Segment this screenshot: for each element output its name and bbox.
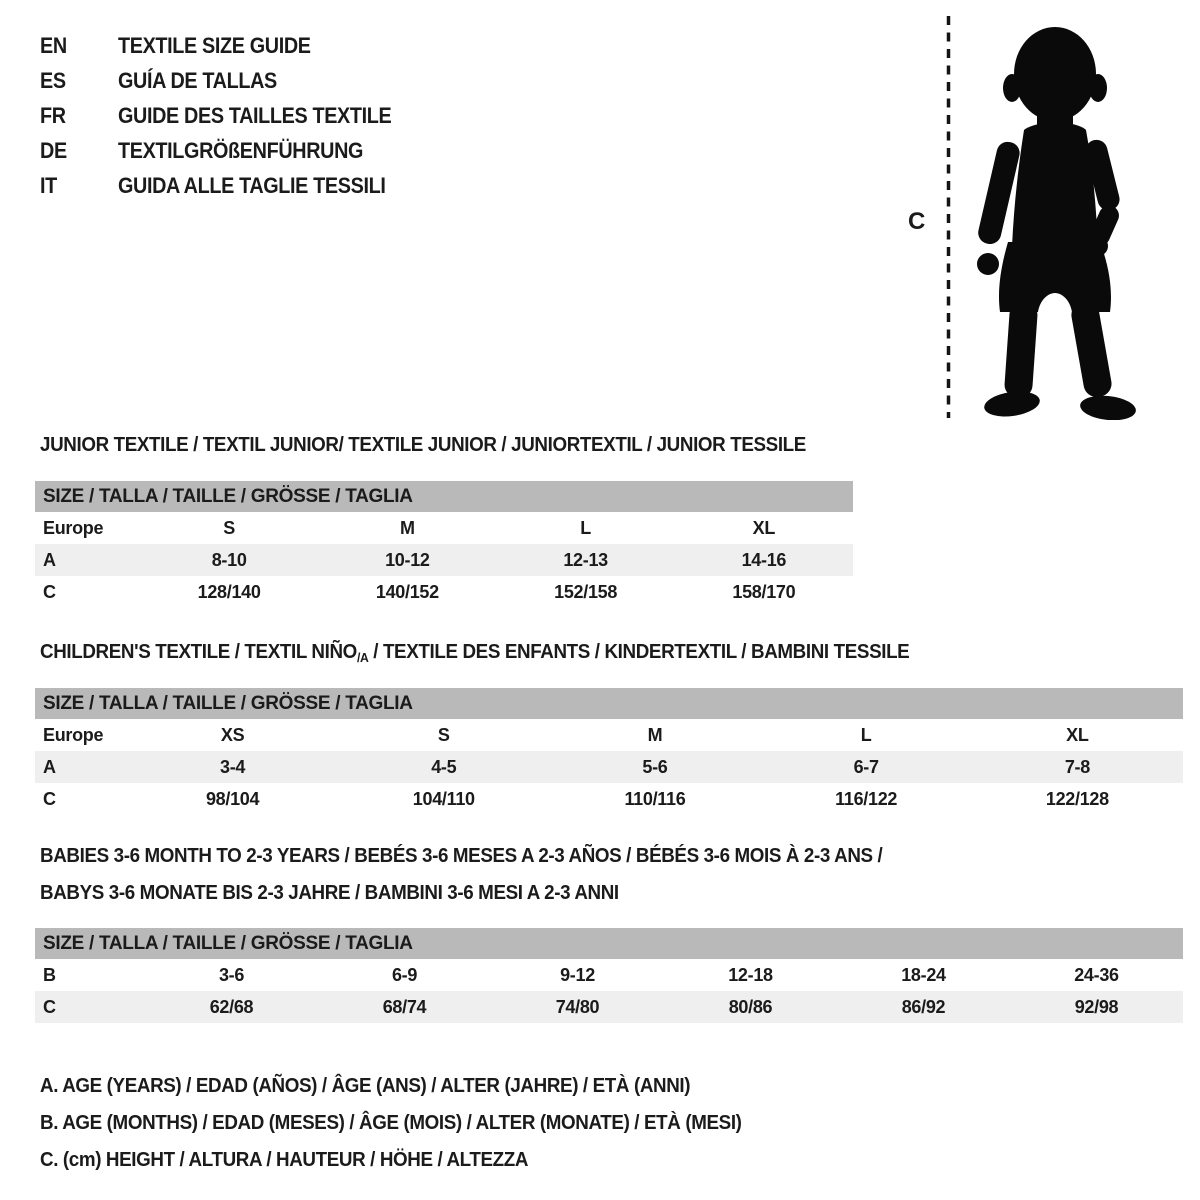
size-table-header: SIZE / TALLA / TAILLE / GRÖSSE / TAGLIA	[35, 928, 1183, 959]
size-cell: 10-12	[318, 544, 496, 576]
language-code: ES	[40, 67, 66, 93]
language-row	[40, 28, 422, 63]
size-cell: 80/86	[664, 991, 837, 1023]
size-cell: 140/152	[375, 581, 439, 602]
language-title: GUÍA DE TALLAS	[118, 67, 277, 93]
children-section-title	[40, 641, 909, 665]
children-title-suffix: / TEXTILE DES ENFANTS / KINDERTEXTIL / BAMBINI TESSILE	[368, 641, 910, 663]
size-cell: L	[580, 517, 591, 538]
table-row	[35, 959, 1183, 991]
size-cell: 152/158	[554, 581, 618, 602]
row-label: Europe	[43, 517, 104, 538]
row-label: Europe	[43, 724, 104, 745]
size-cell: M	[400, 517, 415, 538]
row-label: A	[35, 751, 127, 783]
language-title: TEXTILE SIZE GUIDE	[118, 32, 311, 58]
size-cell: XL	[752, 517, 776, 538]
size-cell: 110/116	[624, 788, 686, 809]
size-cell: 3-6	[218, 964, 245, 985]
children-size-table	[35, 688, 1183, 815]
row-label: C	[43, 581, 56, 602]
size-cell: 62/68	[145, 991, 318, 1023]
size-cell: 24-36	[1074, 964, 1119, 985]
language-row	[40, 63, 422, 98]
size-table-header: SIZE / TALLA / TAILLE / GRÖSSE / TAGLIA	[35, 688, 1183, 719]
size-cell: 128/140	[197, 581, 261, 602]
table-row	[35, 719, 1183, 751]
language-title: TEXTILGRÖßENFÜHRUNG	[118, 137, 364, 163]
size-cell: XS	[220, 724, 245, 745]
measure-c-label: C	[908, 208, 926, 235]
legend-line-b: B. AGE (MONTHS) / EDAD (MESES) / ÂGE (MOIS) / ALTER (MONATE) / ETÀ (MESI)	[40, 1112, 742, 1134]
size-cell: 5-6	[549, 751, 760, 783]
junior-size-table	[35, 481, 853, 608]
size-cell: 18-24	[901, 964, 946, 985]
size-cell: 12-18	[728, 964, 773, 985]
size-cell: 6-7	[761, 751, 972, 783]
babies-section-title-line2: BABYS 3-6 MONATE BIS 2-3 JAHRE / BAMBINI 3-6 MESI A 2-3 ANNI	[40, 882, 619, 904]
legend-line-a: A. AGE (YEARS) / EDAD (AÑOS) / ÂGE (ANS) / ALTER (JAHRE) / ETÀ (ANNI)	[40, 1075, 691, 1097]
size-cell: 116/122	[835, 788, 898, 809]
language-title-list	[40, 28, 422, 203]
babies-size-table	[35, 928, 1183, 1023]
size-cell: L	[860, 724, 872, 745]
table-row	[35, 576, 853, 608]
language-row	[40, 98, 422, 133]
size-table-header: SIZE / TALLA / TAILLE / GRÖSSE / TAGLIA	[35, 481, 853, 512]
size-cell: 6-9	[391, 964, 418, 985]
language-row	[40, 133, 422, 168]
babies-section-title-line1: BABIES 3-6 MONTH TO 2-3 YEARS / BEBÉS 3-6 MESES A 2-3 AÑOS / BÉBÉS 3-6 MOIS À 2-3 ANS /	[40, 845, 883, 867]
junior-section-title: JUNIOR TEXTILE / TEXTIL JUNIOR/ TEXTILE JUNIOR / JUNIORTEXTIL / JUNIOR TESSILE	[40, 434, 806, 456]
size-cell: M	[647, 724, 663, 745]
row-label: C	[43, 788, 56, 809]
size-cell: XL	[1066, 724, 1089, 745]
size-cell: S	[437, 724, 450, 745]
toddler-silhouette-icon	[958, 14, 1148, 420]
children-title-prefix: CHILDREN'S TEXTILE / TEXTIL NIÑO	[40, 641, 357, 663]
size-cell: 68/74	[318, 991, 491, 1023]
table-row	[35, 544, 853, 576]
size-cell: 7-8	[972, 751, 1183, 783]
language-row	[40, 168, 422, 203]
size-cell: 158/170	[732, 581, 796, 602]
size-cell: 4-5	[338, 751, 549, 783]
size-cell: 12-13	[497, 544, 675, 576]
size-cell: 86/92	[837, 991, 1010, 1023]
row-label: A	[35, 544, 140, 576]
size-cell: 9-12	[560, 964, 595, 985]
legend-line-c: C. (cm) HEIGHT / ALTURA / HAUTEUR / HÖHE / ALTEZZA	[40, 1149, 529, 1171]
dashed-measure-line	[946, 16, 951, 418]
size-cell: 92/98	[1010, 991, 1183, 1023]
size-cell: 3-4	[127, 751, 338, 783]
table-row	[35, 783, 1183, 815]
children-title-sub: /A	[356, 650, 369, 665]
table-row	[35, 751, 1183, 783]
size-cell: 74/80	[491, 991, 664, 1023]
language-title: GUIDE DES TAILLES TEXTILE	[118, 102, 392, 128]
row-label: C	[35, 991, 145, 1023]
language-code: EN	[40, 32, 67, 58]
language-code: IT	[40, 172, 57, 198]
row-label: B	[43, 964, 56, 985]
measure-legend	[40, 1068, 786, 1179]
language-code: FR	[40, 102, 66, 128]
size-cell: 98/104	[205, 788, 260, 809]
language-title: GUIDA ALLE TAGLIE TESSILI	[118, 172, 386, 198]
size-cell: 8-10	[140, 544, 318, 576]
size-cell: 104/110	[412, 788, 475, 809]
table-row	[35, 991, 1183, 1023]
size-cell: S	[223, 517, 235, 538]
table-row	[35, 512, 853, 544]
size-cell: 122/128	[1045, 788, 1109, 809]
language-code: DE	[40, 137, 67, 163]
size-cell: 14-16	[675, 544, 853, 576]
